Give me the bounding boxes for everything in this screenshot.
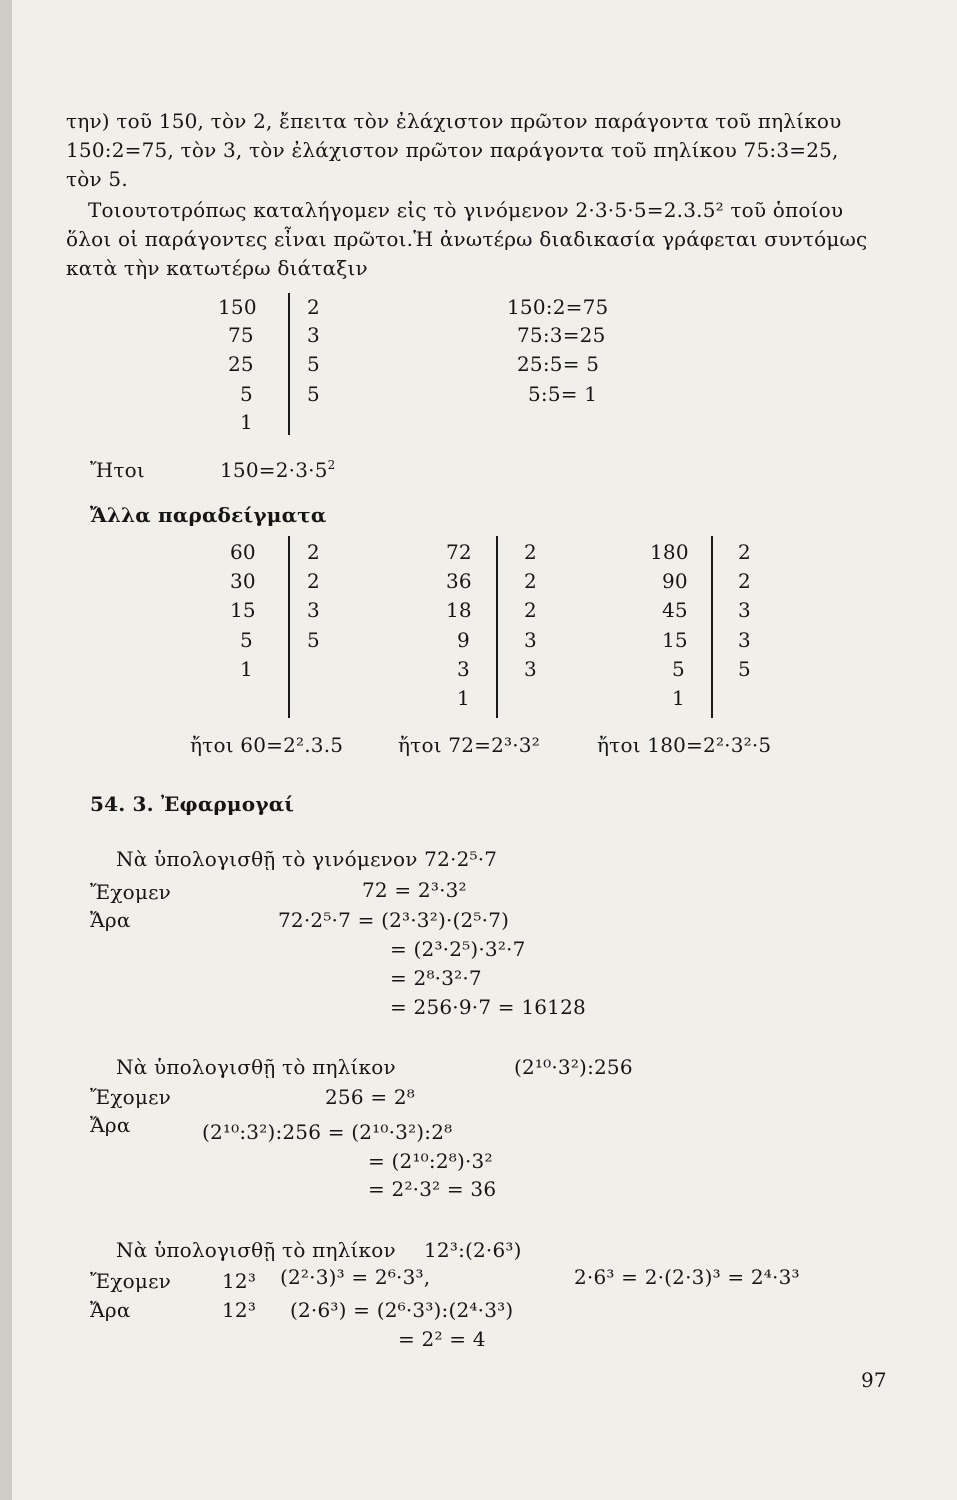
example-3-expression: 12³:(2·6³) [424, 1238, 522, 1262]
example-2-expression: (2¹⁰·3²):256 [514, 1055, 633, 1079]
table-150-note: 150:2=75 [507, 295, 609, 319]
intro-line-6: κατὰ τὴν κατωτέρω διάταξιν [66, 256, 368, 280]
example-2-given: 256 = 2⁸ [325, 1085, 415, 1109]
result-label: Ἤτοι [90, 458, 145, 482]
example-2-title: Νὰ ὑπολογισθῇ τὸ πηλίκον [116, 1055, 396, 1079]
table-150-left: 1 [240, 410, 253, 434]
example-1-step: 72·2⁵·7 = (2³·3²)·(2⁵·7) [278, 908, 510, 932]
table-72-left: 9 [457, 628, 470, 652]
intro-line-4: Τοιουτοτρόπως καταλήγομεν εἰς τὸ γινόμενον 2·3·5·5=2.3.5² τοῦ ὁποίου [88, 198, 844, 222]
applications-heading: 54. 3. Ἐφαρμογαί [90, 792, 295, 816]
table-150-left: 75 [228, 323, 254, 347]
table-150-right: 2 [307, 295, 320, 319]
table-60-right: 5 [307, 628, 320, 652]
table-72-right: 2 [524, 598, 537, 622]
example-2-step: (2¹⁰:3²):256 = (2¹⁰·3²):2⁸ [202, 1120, 453, 1144]
table-60-right: 3 [307, 598, 320, 622]
table-150-note: 25:5= 5 [517, 352, 600, 376]
table-72-right: 3 [524, 628, 537, 652]
table-60-left: 15 [230, 598, 256, 622]
table-150-right: 5 [307, 382, 320, 406]
table-180-right: 3 [738, 628, 751, 652]
table-180-left: 15 [662, 628, 688, 652]
example-2-then-label: Ἄρα [90, 1113, 131, 1137]
example-3-given-a: 12³ [222, 1269, 257, 1293]
example-1-given: 72 = 2³·3² [362, 878, 467, 902]
table-72-right: 2 [524, 569, 537, 593]
table-72-right: 3 [524, 657, 537, 681]
example-3-then-a: 12³ [222, 1298, 257, 1322]
table-150-note: 75:3=25 [517, 323, 606, 347]
table-180-right: 5 [738, 657, 751, 681]
table-180-left: 5 [672, 657, 685, 681]
example-1-then-label: Ἄρα [90, 908, 131, 932]
example-2-given-label: Ἔχομεν [90, 1085, 172, 1109]
intro-line-2: 150:2=75, τὸν 3, τὸν ἐλάχιστον πρῶτον παράγοντα τοῦ πηλίκου 75:3=25, [66, 138, 839, 162]
table-72-left: 18 [446, 598, 472, 622]
example-1-step: = 256·9·7 = 16128 [390, 995, 586, 1019]
table-60-left: 5 [240, 628, 253, 652]
table-60-divider [288, 536, 290, 718]
intro-line-1: την) τοῦ 150, τὸν 2, ἔπειτα τὸν ἐλάχιστον πρῶτον παράγοντα τοῦ πηλίκου [66, 109, 842, 133]
table-150-right: 3 [307, 323, 320, 347]
example-3-given-b: (2²·3)³ = 2⁶·3³, [280, 1265, 431, 1289]
intro-line-5: ὅλοι οἱ παράγοντες εἶναι πρῶτοι.Ἡ ἀνωτέρω διαδικασία γράφεται συντόμως [66, 227, 868, 251]
table-60-right: 2 [307, 540, 320, 564]
table-72-left: 1 [457, 686, 470, 710]
table-180-left: 90 [662, 569, 688, 593]
example-2-step: = 2²·3² = 36 [368, 1177, 497, 1201]
example-3-then-c: = 2² = 4 [398, 1327, 486, 1351]
table-180-right: 2 [738, 569, 751, 593]
table-150-result: $150=2\cdot 3\cdot 5^2$ [220, 458, 336, 482]
example-1-given-label: Ἔχομεν [90, 880, 172, 904]
table-180-right: 2 [738, 540, 751, 564]
table-150-left: 150 [218, 295, 257, 319]
table-60-result: ἤτοι 60=2².3.5 [190, 733, 344, 757]
table-72-divider [496, 536, 498, 718]
example-3-given-label: Ἔχομεν [90, 1269, 172, 1293]
example-3-title: Νὰ ὑπολογισθῇ τὸ πηλίκον [116, 1238, 396, 1262]
example-1-title: Νὰ ὑπολογισθῇ τὸ γινόμενον 72·2⁵·7 [116, 847, 498, 871]
table-180-divider [711, 536, 713, 718]
table-150-left: 25 [228, 352, 254, 376]
example-3-then-b: (2·6³) = (2⁶·3³):(2⁴·3³) [290, 1298, 514, 1322]
table-180-left: 1 [672, 686, 685, 710]
table-150-divider [288, 293, 290, 435]
table-60-left: 1 [240, 657, 253, 681]
example-1-step: = 2⁸·3²·7 [390, 966, 482, 990]
table-150-left: 5 [240, 382, 253, 406]
example-3-given-c: 2·6³ = 2·(2·3)³ = 2⁴·3³ [574, 1265, 800, 1289]
table-72-right: 2 [524, 540, 537, 564]
table-180-left: 180 [650, 540, 689, 564]
intro-line-3: τὸν 5. [66, 167, 128, 191]
table-60-left: 60 [230, 540, 256, 564]
table-60-right: 2 [307, 569, 320, 593]
table-72-left: 36 [446, 569, 472, 593]
table-150-right: 5 [307, 352, 320, 376]
table-60-left: 30 [230, 569, 256, 593]
table-180-right: 3 [738, 598, 751, 622]
example-3-then-label: Ἄρα [90, 1298, 131, 1322]
table-150-note: 5:5= 1 [528, 382, 598, 406]
table-72-left: 3 [457, 657, 470, 681]
examples-heading: Ἄλλα παραδείγματα [90, 503, 327, 527]
table-180-left: 45 [662, 598, 688, 622]
table-180-result: ἤτοι 180=2²·3²·5 [597, 733, 772, 757]
table-72-result: ἤτοι 72=2³·3² [398, 733, 540, 757]
table-72-left: 72 [446, 540, 472, 564]
page-number: 97 [861, 1368, 887, 1392]
example-1-step: = (2³·2⁵)·3²·7 [390, 937, 526, 961]
example-2-step: = (2¹⁰:2⁸)·3² [368, 1149, 493, 1173]
